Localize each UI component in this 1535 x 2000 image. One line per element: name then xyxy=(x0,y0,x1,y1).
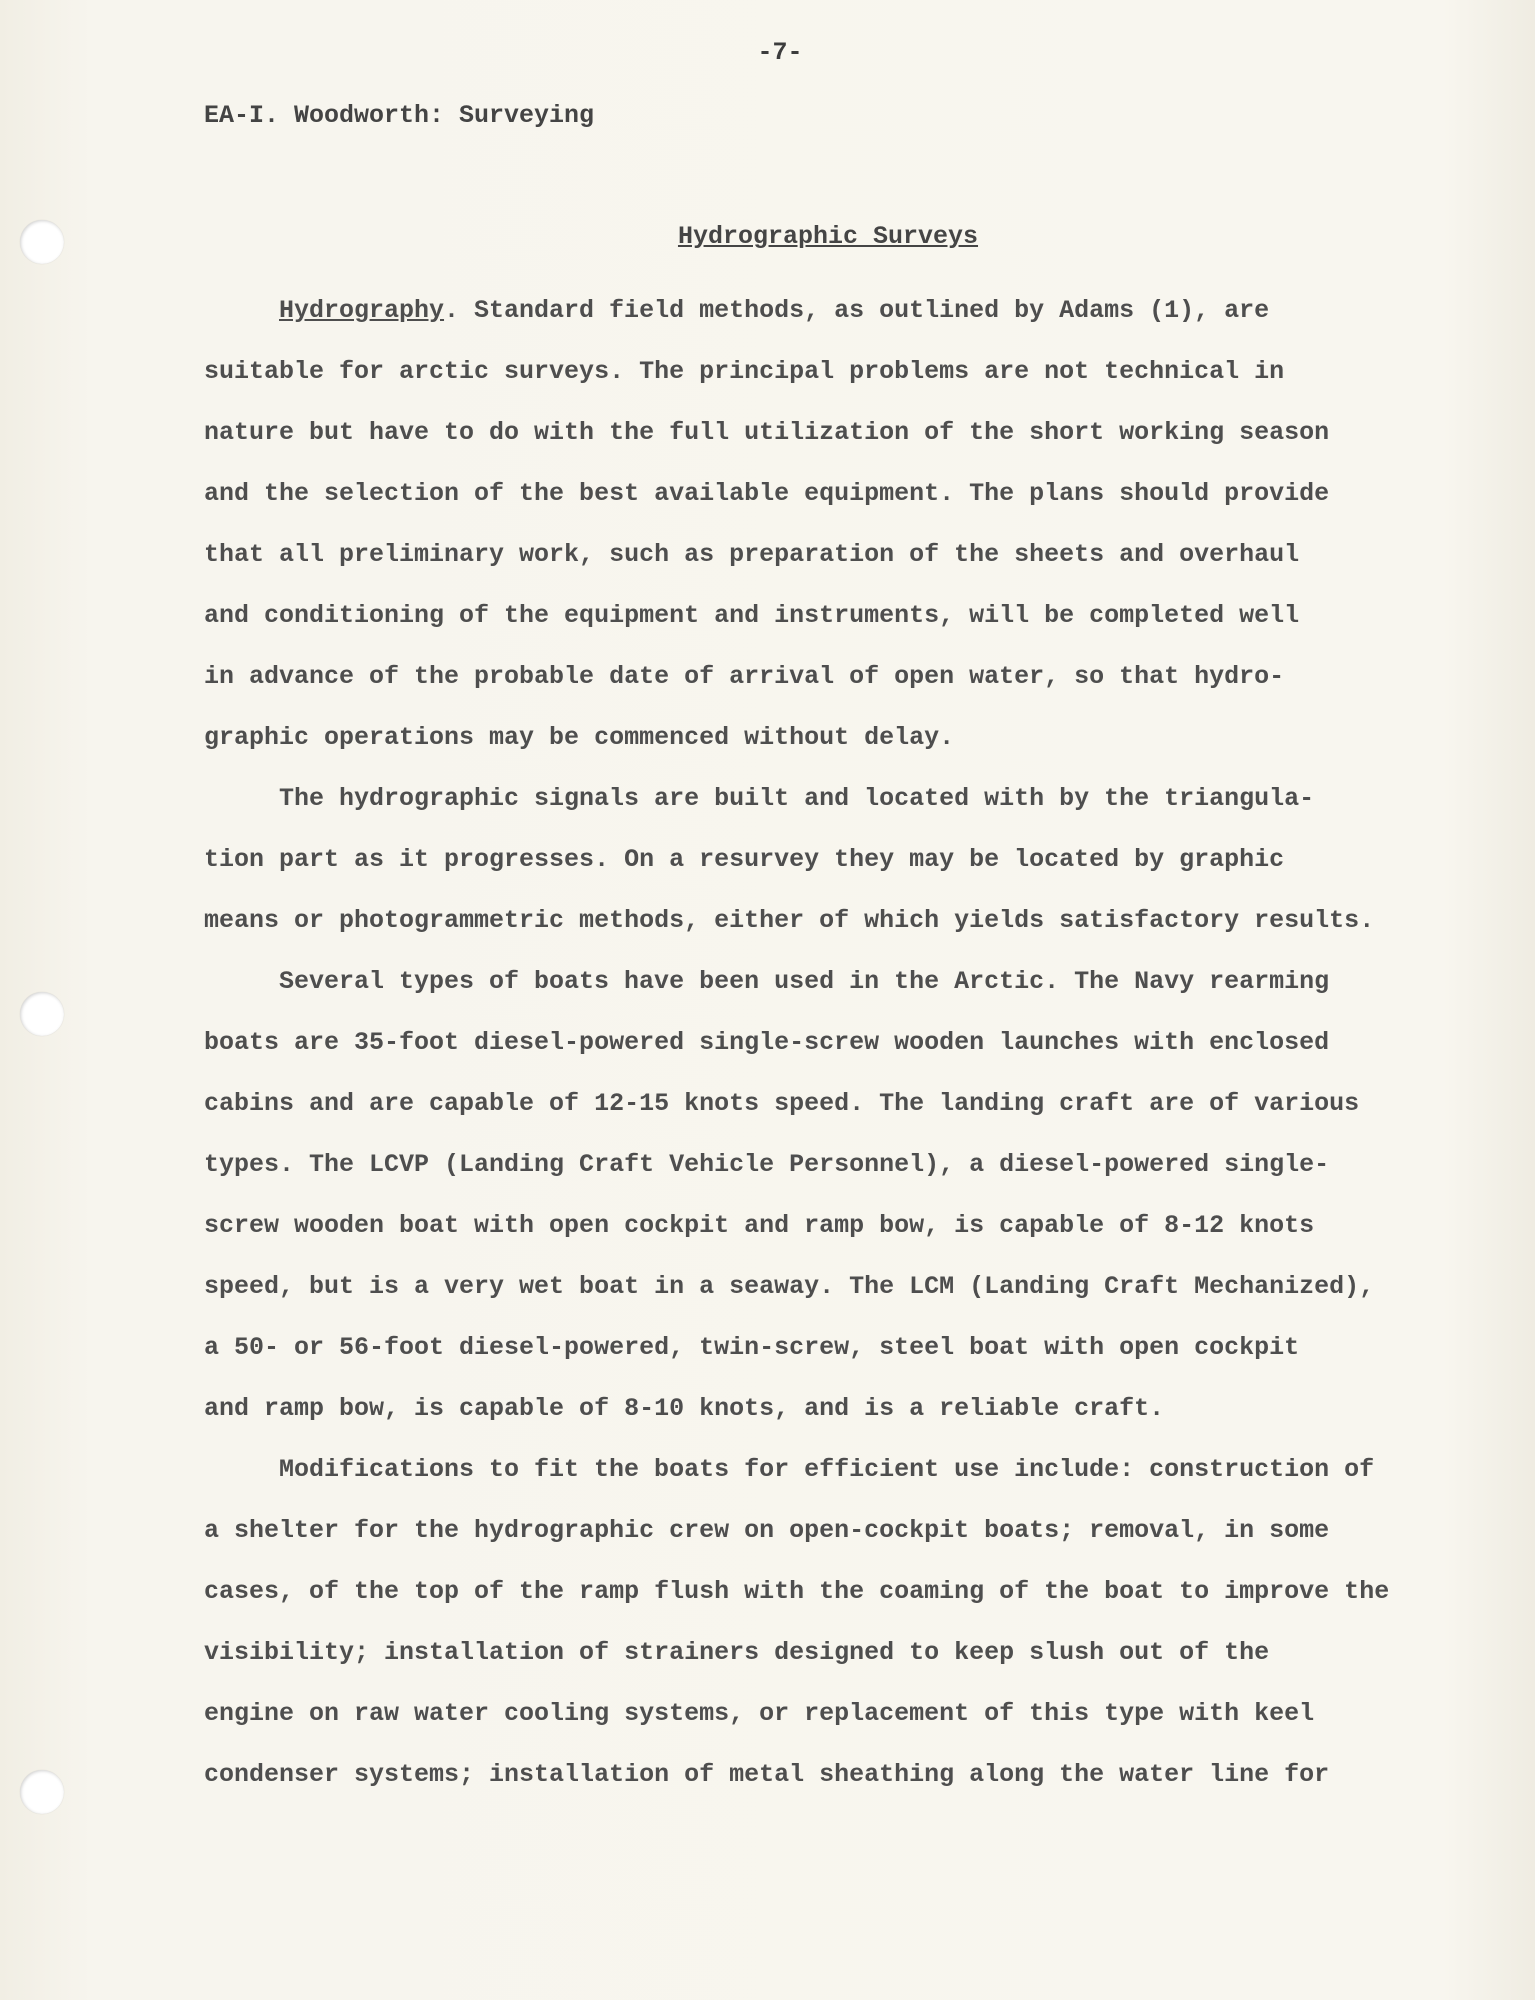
punch-hole xyxy=(20,1770,64,1814)
text-line xyxy=(204,1134,1404,1195)
line-text: means or photogrammetric methods, either of which yields satisfactory results. xyxy=(204,906,1375,935)
line-text: nature but have to do with the full utilization of the short working season xyxy=(204,418,1330,447)
text-line xyxy=(204,890,1404,951)
text-line xyxy=(204,1561,1404,1622)
text-line xyxy=(204,1439,1404,1500)
line-text: speed, but is a very wet boat in a seaway. The LCM (Landing Craft Mechanized), xyxy=(204,1272,1375,1301)
text-line xyxy=(204,280,1404,341)
page-number: -7- xyxy=(757,38,803,67)
line-text: screw wooden boat with open cockpit and ramp bow, is capable of 8-12 knots xyxy=(204,1211,1315,1240)
text-line xyxy=(204,463,1404,524)
section-title: Hydrographic Surveys xyxy=(677,222,979,251)
line-text: and ramp bow, is capable of 8-10 knots, and is a reliable craft. xyxy=(204,1394,1165,1423)
line-text: graphic operations may be commenced without delay. xyxy=(204,723,955,752)
text-line xyxy=(204,402,1404,463)
text-line xyxy=(204,585,1404,646)
line-text: suitable for arctic surveys. The principal problems are not technical in xyxy=(204,357,1285,386)
text-line xyxy=(204,524,1404,585)
line-text: that all preliminary work, such as preparation of the sheets and overhaul xyxy=(204,540,1300,569)
running-header: EA-I. Woodworth: Surveying xyxy=(204,101,595,130)
line-text: a 50- or 56-foot diesel-powered, twin-screw, steel boat with open cockpit xyxy=(204,1333,1300,1362)
line-text: Several types of boats have been used in the Arctic. The Navy rearming xyxy=(279,967,1330,996)
body-text xyxy=(204,280,1404,1805)
text-line xyxy=(204,1744,1404,1805)
line-text: and the selection of the best available equipment. The plans should provide xyxy=(204,479,1330,508)
run-in-heading: Hydrography xyxy=(279,296,445,325)
line-text: The hydrographic signals are built and located with by the triangula- xyxy=(279,784,1315,813)
line-text: Modifications to fit the boats for efficient use include: construction of xyxy=(279,1455,1375,1484)
line-text: . Standard field methods, as outlined by Adams (1), are xyxy=(444,296,1270,325)
line-text: visibility; installation of strainers designed to keep slush out of the xyxy=(204,1638,1270,1667)
line-text: types. The LCVP (Landing Craft Vehicle Personnel), a diesel-powered single- xyxy=(204,1150,1330,1179)
text-line xyxy=(204,341,1404,402)
text-line xyxy=(204,1500,1404,1561)
text-line xyxy=(204,829,1404,890)
line-text: a shelter for the hydrographic crew on open-cockpit boats; removal, in some xyxy=(204,1516,1330,1545)
text-line xyxy=(204,646,1404,707)
text-line xyxy=(204,1317,1404,1378)
line-text: engine on raw water cooling systems, or replacement of this type with keel xyxy=(204,1699,1315,1728)
text-line xyxy=(204,1012,1404,1073)
punch-hole xyxy=(20,992,64,1036)
line-text: condenser systems; installation of metal sheathing along the water line for xyxy=(204,1760,1330,1789)
line-text: cases, of the top of the ramp flush with the coaming of the boat to improve the xyxy=(204,1577,1390,1606)
line-text: cabins and are capable of 12-15 knots speed. The landing craft are of various xyxy=(204,1089,1360,1118)
line-text: tion part as it progresses. On a resurvey they may be located by graphic xyxy=(204,845,1285,874)
text-line xyxy=(204,1622,1404,1683)
line-text: and conditioning of the equipment and instruments, will be completed well xyxy=(204,601,1300,630)
text-line xyxy=(204,951,1404,1012)
line-text: in advance of the probable date of arrival of open water, so that hydro- xyxy=(204,662,1285,691)
line-text: boats are 35-foot diesel-powered single-screw wooden launches with enclosed xyxy=(204,1028,1330,1057)
text-line xyxy=(204,707,1404,768)
text-line xyxy=(204,1195,1404,1256)
text-line xyxy=(204,1683,1404,1744)
text-line xyxy=(204,1378,1404,1439)
text-line xyxy=(204,1073,1404,1134)
text-line xyxy=(204,768,1404,829)
text-line xyxy=(204,1256,1404,1317)
